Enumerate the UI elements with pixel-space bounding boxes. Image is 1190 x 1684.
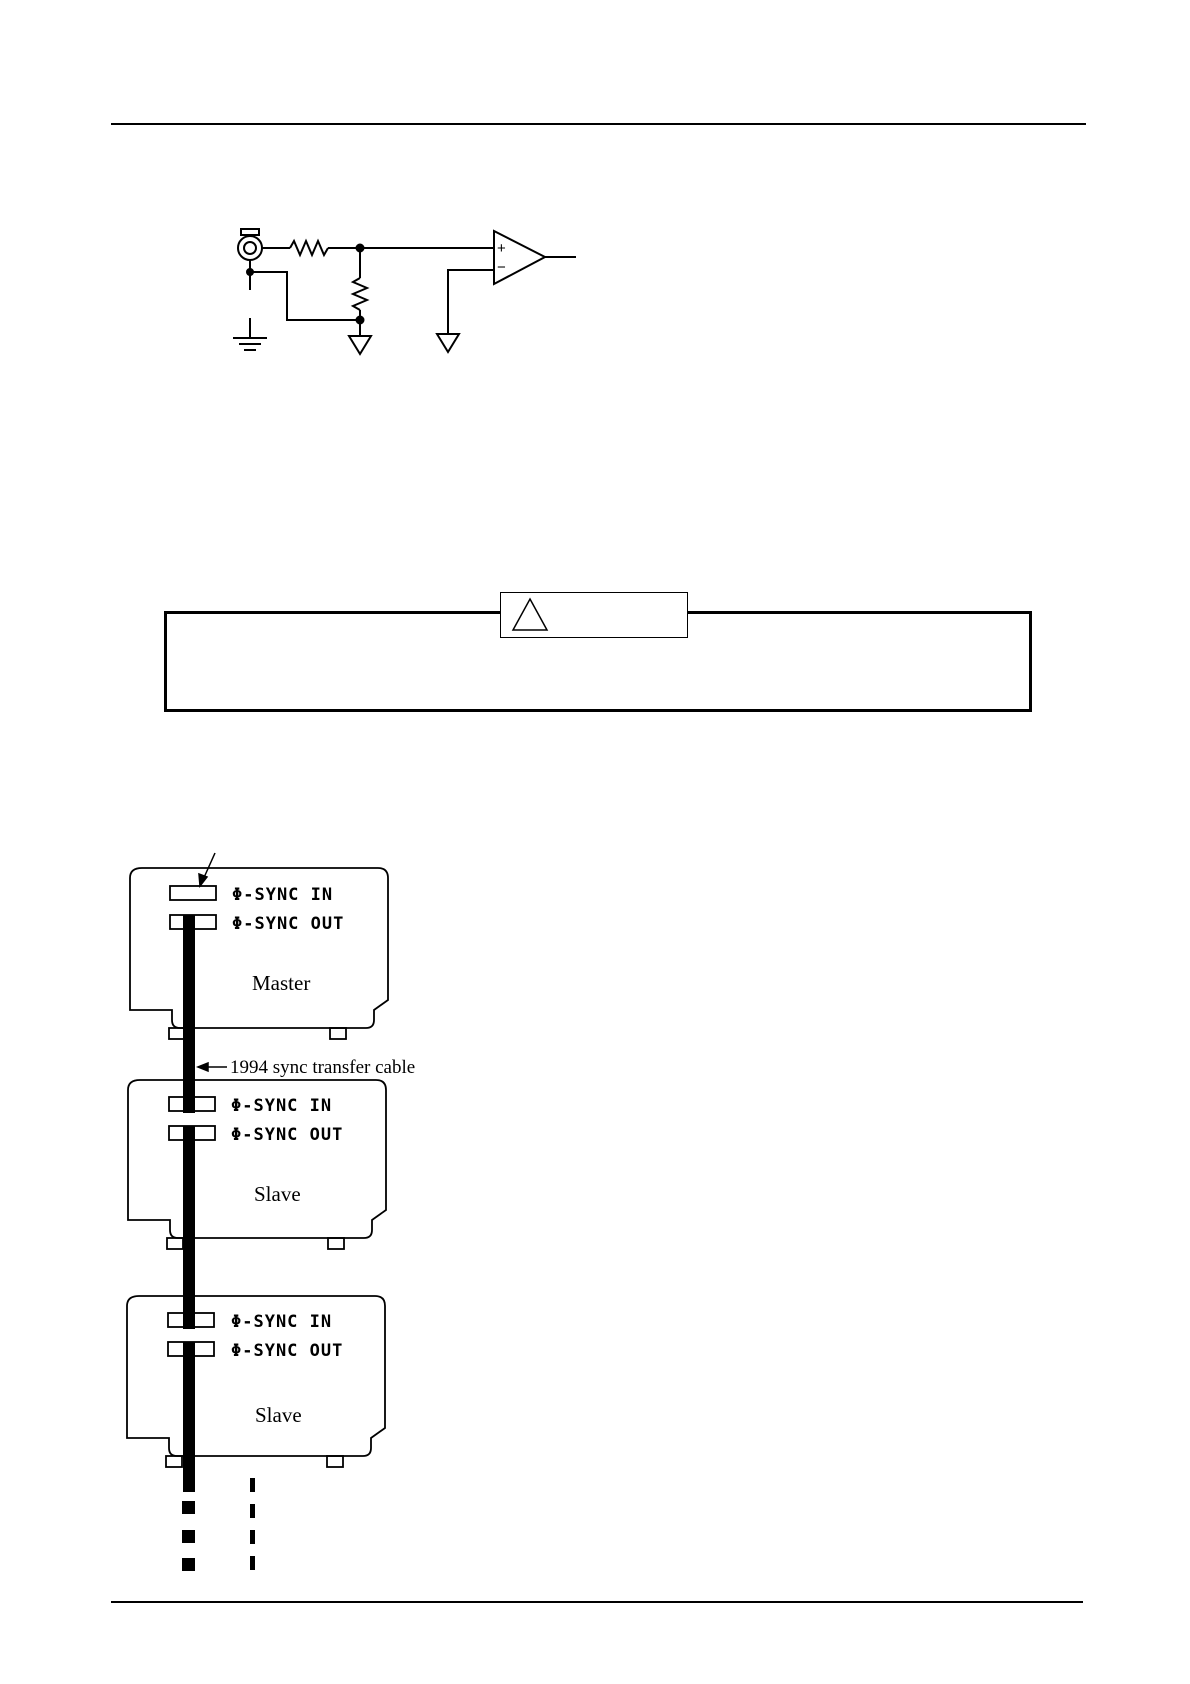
slave2-sync-in-label: Φ-SYNC IN [231,1312,333,1332]
master-sync-out-label: Φ-SYNC OUT [232,914,345,934]
cable-label: 1994 sync transfer cable [230,1057,416,1078]
slave2-unit-label: Slave [255,1403,302,1427]
amp-minus-label: − [497,259,506,276]
sync-cable [182,915,195,1571]
slave1-sync-in-label: Φ-SYNC IN [231,1096,333,1116]
sync-in-port-master [170,886,216,900]
pointer-arrow [199,853,215,886]
amp-plus-label: + [497,240,506,257]
continuation-dashes [250,1478,255,1570]
cable-label-arrow [198,1063,227,1071]
master-sync-in-label: Φ-SYNC IN [232,885,334,905]
master-unit-label: Master [252,971,311,995]
slave2-sync-out-label: Φ-SYNC OUT [231,1341,344,1361]
slave1-sync-out-label: Φ-SYNC OUT [231,1125,344,1145]
slave1-unit-label: Slave [254,1182,301,1206]
